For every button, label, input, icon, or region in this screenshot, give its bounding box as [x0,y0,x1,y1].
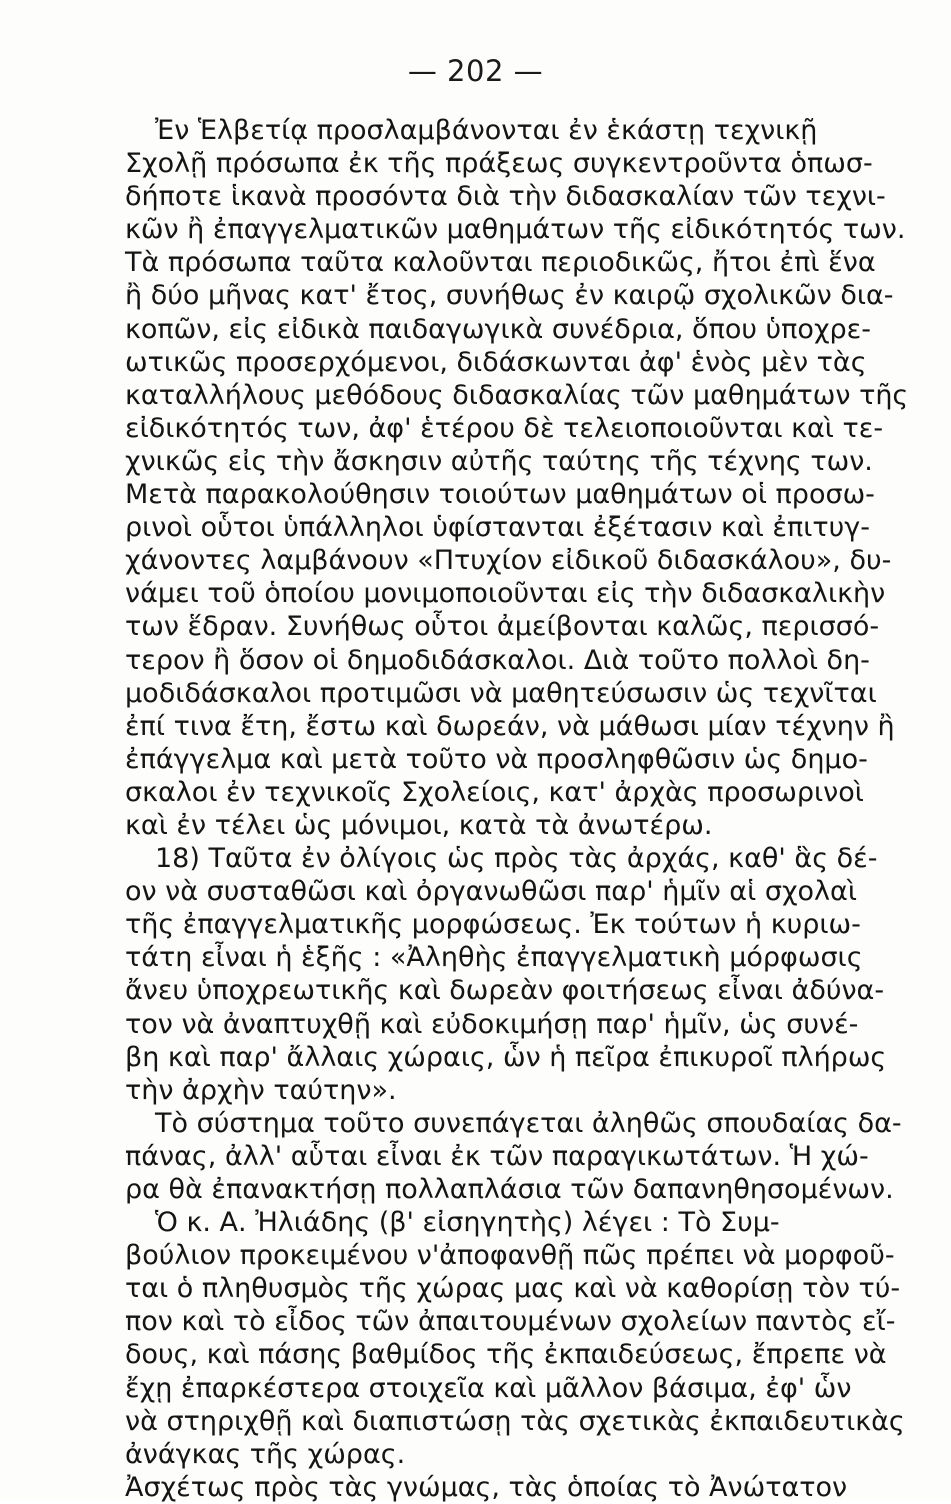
text-line: πάνας, ἀλλ' αὗται εἶναι ἐκ τῶν παραγικωτάτων. Ἡ χώ- [125,1140,869,1172]
text-line: σκαλοι ἐν τεχνικοῖς Σχολείοις, κατ' ἀρχὰς προσωρινοὶ [125,776,864,808]
text-line: πον καὶ τὸ εἶδος τῶν ἀπαιτουμένων σχολείων παντὸς εἴ- [125,1306,896,1338]
text-line: 18) Ταῦτα ἐν ὀλίγοις ὡς πρὸς τὰς ἀρχάς, καθ' ἃς δέ- [155,843,878,875]
text-line: χνικῶς εἰς τὴν ἄσκησιν αὐτῆς ταύτης τῆς τέχνης των. [125,445,873,477]
text-line: μοδιδάσκαλοι προτιμῶσι νὰ μαθητεύσωσιν ὡς τεχνῖται [125,677,877,709]
text-line: των ἕδραν. Συνήθως οὗτοι ἀμείβονται καλῶς, περισσό- [125,611,880,643]
text-line: Τὰ πρόσωπα ταῦτα καλοῦνται περιοδικῶς, ἤτοι ἐπὶ ἕνα [125,247,876,279]
text-line: τῆς ἐπαγγελματικῆς μορφώσεως. Ἐκ τούτων ἡ κυριω- [125,909,861,941]
text-line: τον νὰ ἀναπτυχθῇ καὶ εὐδοκιμήσῃ παρ' ἡμῖν, ὡς συνέ- [125,1008,859,1040]
text-line: κοπῶν, εἰς εἰδικὰ παιδαγωγικὰ συνέδρια, ὅπου ὑποχρε- [125,313,872,345]
body-text [125,114,925,1504]
text-line: Ὁ κ. Α. Ἠλιάδης (β' εἰσηγητὴς) λέγει : Τὸ Συμ- [155,1207,780,1239]
text-line: ρινοὶ οὗτοι ὑπάλληλοι ὑφίστανται ἐξέτασιν καὶ ἐπιτυγ- [125,512,871,544]
text-line: νὰ στηριχθῇ καὶ διαπιστώσῃ τὰς σχετικὰς ἐκπαιδευτικὰς [125,1405,905,1437]
text-line: κῶν ἢ ἐπαγγελματικῶν μαθημάτων τῆς εἰδικότητός των. [125,214,906,246]
text-line: βούλιον προκειμένου ν'ἀποφανθῇ πῶς πρέπει νὰ μορφοῦ- [125,1240,895,1272]
text-line: ωτικῶς προσερχόμενοι, διδάσκωνται ἀφ' ἑνὸς μὲν τὰς [125,346,867,378]
text-line: Μετὰ παρακολούθησιν τοιούτων μαθημάτων οἱ προσω- [125,479,875,511]
text-line: Ἀσχέτως πρὸς τὰς γνώμας, τὰς ὁποίας τὸ Ἀνώτατον [125,1471,848,1503]
text-line: νάμει τοῦ ὁποίου μονιμοποιοῦνται εἰς τὴν διδασκαλικὴν [125,578,886,610]
text-line: ἐπάγγελμα καὶ μετὰ τοῦτο νὰ προσληφθῶσιν ὡς δημο- [125,743,868,775]
text-line: ἔχῃ ἐπαρκέστερα στοιχεῖα καὶ μᾶλλον βάσιμα, ἐφ' ὧν [125,1372,852,1404]
text-line: τάτη εἶναι ἡ ἑξῆς : «Ἀληθὴς ἐπαγγελματικὴ μόρφωσις [125,942,863,974]
text-line: καὶ ἐν τέλει ὡς μόνιμοι, κατὰ τὰ ἀνωτέρω. [125,809,713,841]
text-line: ἐπί τινα ἔτη, ἔστω καὶ δωρεάν, νὰ μάθωσι μίαν τέχνην ἢ [125,710,895,742]
text-line: χάνοντες λαμβάνουν «Πτυχίον εἰδικοῦ διδασκάλου», δυ- [125,545,892,577]
text-line: εἰδικότητός των, ἀφ' ἑτέρου δὲ τελειοποιοῦνται καὶ τε- [125,412,884,444]
text-line: καταλλήλους μεθόδους διδασκαλίας τῶν μαθημάτων τῆς [125,379,909,411]
text-line: δους, καὶ πάσης βαθμίδος τῆς ἐκπαιδεύσεως, ἔπρεπε νὰ [125,1339,887,1371]
page-number: — 202 — [407,54,544,88]
text-line: τερον ἢ ὅσον οἱ δημοδιδάσκαλοι. Διὰ τοῦτο πολλοὶ δη- [125,644,870,676]
text-line: ἄνευ ὑποχρεωτικῆς καὶ δωρεὰν φοιτήσεως εἶναι ἀδύνα- [125,975,885,1007]
text-line: δήποτε ἱκανὰ προσόντα διὰ τὴν διδασκαλίαν τῶν τεχνι- [125,181,886,213]
text-line: Τὸ σύστημα τοῦτο συνεπάγεται ἀληθῶς σπουδαίας δα- [155,1107,902,1139]
text-line: ται ὁ πληθυσμὸς τῆς χώρας μας καὶ νὰ καθορίσῃ τὸν τύ- [125,1273,901,1305]
text-line: τὴν ἀρχὴν ταύτην». [125,1074,397,1106]
text-line: ρα θὰ ἐπανακτήσῃ πολλαπλάσια τῶν δαπανηθησομένων. [125,1174,894,1205]
text-line: Σχολῇ πρόσωπα ἐκ τῆς πράξεως συγκεντροῦντα ὁπωσ- [125,148,873,180]
text-line: Ἐν Ἑλβετίᾳ προσλαμβάνονται ἐν ἑκάστῃ τεχνικῇ [155,115,818,146]
text-line: ἢ δύο μῆνας κατ' ἔτος, συνήθως ἐν καιρῷ σχολικῶν δια- [125,280,894,312]
text-line: βη καὶ παρ' ἄλλαις χώραις, ὧν ἡ πεῖρα ἐπικυροῖ πλήρως [125,1041,887,1073]
text-line: ον νὰ συσταθῶσι καὶ ὀργανωθῶσι παρ' ἡμῖν αἱ σχολαὶ [125,876,857,908]
text-line: ἀνάγκας τῆς χώρας. [125,1438,406,1470]
